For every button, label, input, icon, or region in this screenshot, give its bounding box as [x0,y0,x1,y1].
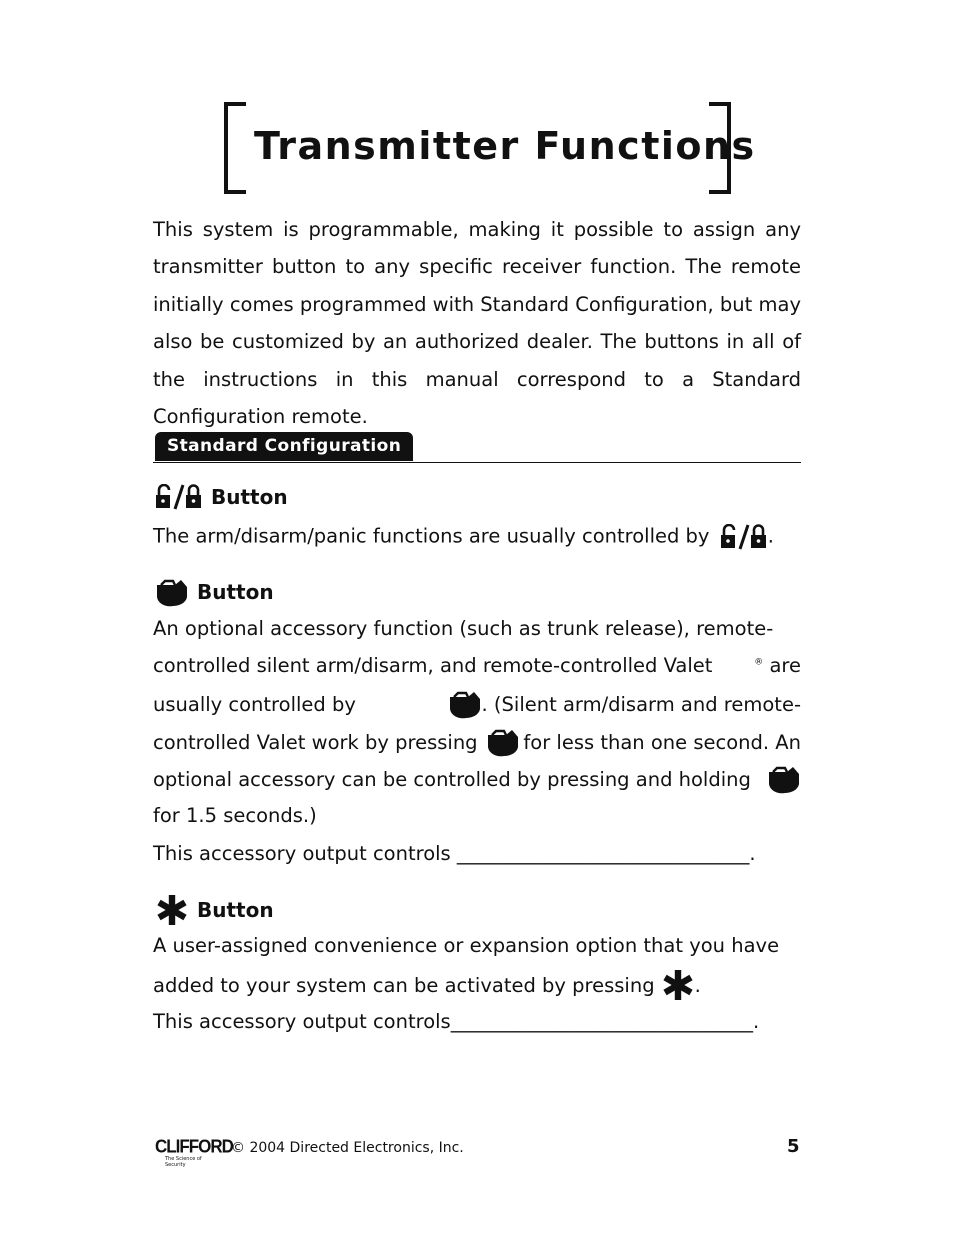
trunk-line-3a: usually controlled by [153,692,356,716]
right-bracket [709,102,731,194]
trunk-line-2a: controlled silent arm/disarm, and remote-controlled Valet [153,654,713,677]
trunk-icon [448,689,482,719]
lock-end: . [767,524,774,548]
lock-button-description [153,524,801,550]
trunk-line-4 [153,727,801,757]
section-tab-row [153,432,801,463]
trunk-line-6: for 1.5 seconds.) [153,804,317,827]
trunk-line-2 [153,654,801,677]
trunk-line-1: An optional accessory function (such as trunk release), remote- [153,617,774,640]
trunk-icon [155,577,189,607]
trunk-icon [486,727,520,757]
trunk-line-4b: for less than one second. An [523,730,801,754]
logo-tagline: The Science of Security [165,1156,202,1168]
lock-button-heading [155,484,288,510]
trunk-line-3b: . (Silent arm/disarm and remote- [481,692,801,716]
star-line-2a: added to your system can be activated by pressing [153,973,655,997]
asterisk-icon [155,894,189,926]
trunk-button-label: Button [197,580,274,604]
clifford-logo [155,1136,233,1168]
asterisk-icon [661,969,695,1001]
lock-unlock-icon [155,484,203,510]
logo-text: CLIFFORD [155,1136,233,1157]
trunk-output-line: This accessory output controls ______________________________. [153,842,756,865]
lock-text: The arm/disarm/panic functions are usually controlled by [153,524,710,548]
star-button-label: Button [197,898,274,922]
section-tab: Standard Configuration [155,432,413,461]
registered-mark: ® [754,657,764,668]
star-output-line: This accessory output controls_______________________________. [153,1010,760,1033]
trunk-icon [767,764,801,794]
page-number: 5 [787,1136,800,1157]
page-title-block [224,102,756,194]
lock-button-label: Button [211,485,288,509]
star-line-2 [153,969,801,1001]
trunk-line-5 [153,764,801,794]
trunk-line-2b: are [769,654,801,677]
star-line-2b: . [694,973,701,997]
trunk-button-heading [155,577,274,607]
left-bracket [224,102,246,194]
star-button-heading [155,894,274,926]
page-title: Transmitter Functions [254,124,756,168]
star-line-1: A user-assigned convenience or expansion option that you have [153,934,780,957]
copyright: © 2004 Directed Electronics, Inc. [231,1140,464,1156]
trunk-line-5a: optional accessory can be controlled by pressing and holding [153,767,751,791]
intro-paragraph: This system is programmable, making it possible to assign any transmitter button to any specific receiver function. The remote initially comes programmed with Standard Configuration, but may also be customized by an authorized dealer. The buttons in all of the instructions in this manual correspond to a Standard Configuration remote. [153,218,801,429]
trunk-line-3 [153,689,801,719]
trunk-line-4a: controlled Valet work by pressing [153,730,478,754]
lock-unlock-icon [720,524,768,550]
